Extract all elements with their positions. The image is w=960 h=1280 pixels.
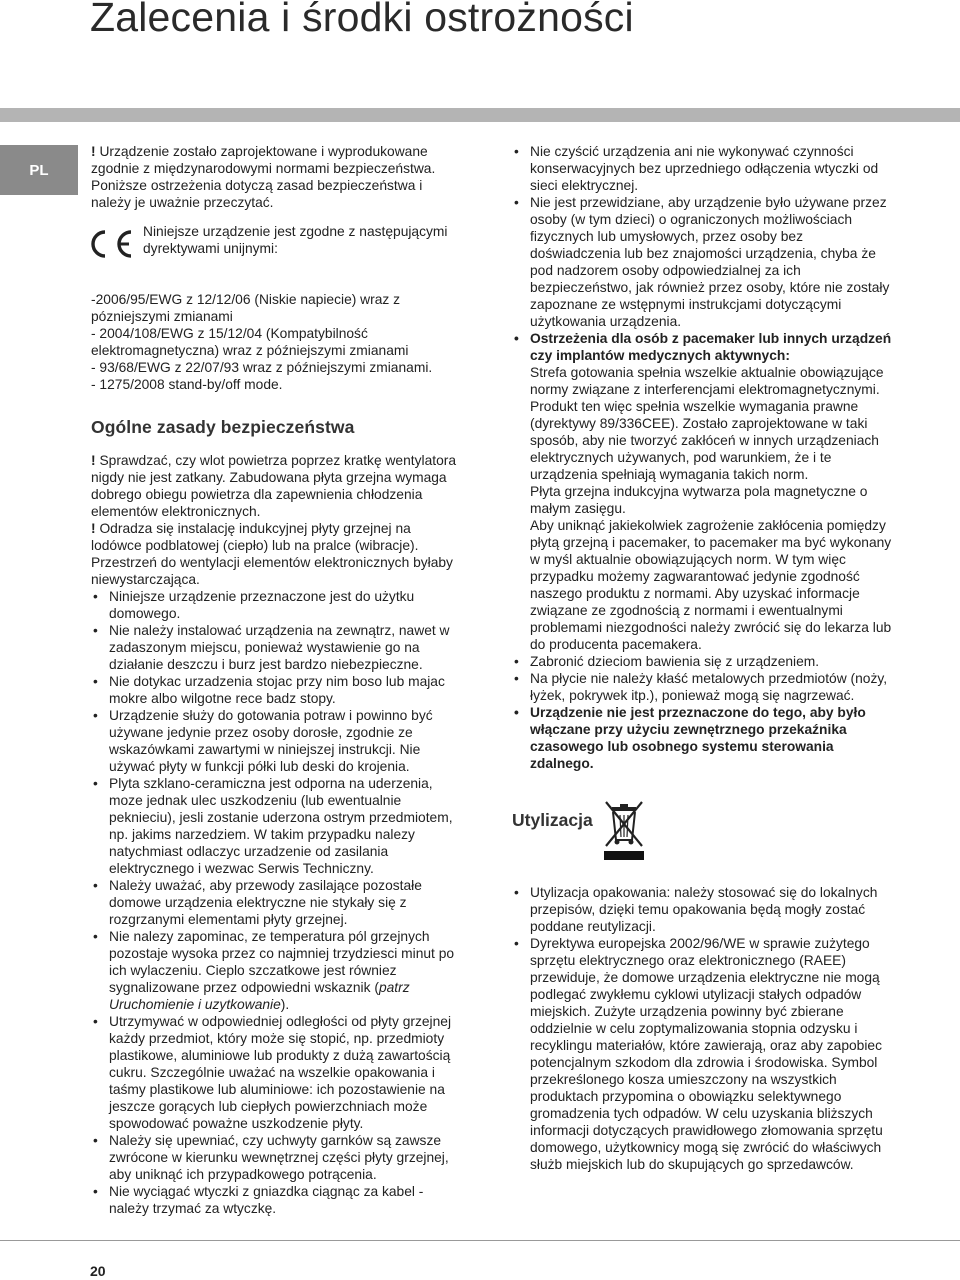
disposal-bullets: [512, 884, 892, 1173]
list-item: • Nie czyścić urządzenia ani nie wykonywać czynności konserwacyjnych bez uprzedniego odłączenia wtyczki od sieci elektrycznej.: [512, 143, 892, 194]
right-column: [512, 143, 892, 1173]
language-tab: PL: [0, 145, 78, 195]
list-item: • Urządzenie służy do gotowania potraw i powinno być używane jedynie przez osoby dorosłe, zgodnie ze wskazówkami zawartymi w niniejszej instrukcji. Nie używać płyty w funkcji półki lub deski do krojenia.: [91, 707, 465, 775]
ce-mark-icon: [91, 229, 139, 259]
footer-divider: [0, 1240, 960, 1241]
list-item: • Dyrektywa europejska 2002/96/WE w sprawie zużytego sprzętu elektrycznego oraz elektronicznego (RAEE) przewiduje, że domowe urządzenia elektryczne nie mogą podlegać zwykłemu cyklowi utylizacji stałych odpadów miejskich. Zużyte urządzenia powinny być zbierane oddzielnie w celu zoptymalizowania stopnia odzysku i recyklingu materiałów, które zawierają, oraz aby zapobiec potencjalnym szkodom dla zdrowia i środowiska. Symbol przekreślonego kosza umieszczony na wszystkich produktach przypomina o obowiązku selektywnego gromadzenia tych odpadów. W celu uzyskania bliższych informacji dotyczących prawidłowego złomowania sprzętu domowego, użytkownicy mogą się zwrócić do właściwych służb miejskich lub do skupujących go sprzedawców.: [512, 935, 892, 1173]
directive-line: - 1275/2008 stand-by/off mode.: [91, 377, 283, 392]
safety-bullets: [91, 588, 465, 1217]
ventilation-paragraph: ! Sprawdzać, czy wlot powietrza poprzez kratkę wentylatora nigdy nie jest zatkany. Zabudowana płyta grzejna wymaga dobrego obiegu powietrza dla zapewnienia chłodzenia elementów elektronicznych.: [91, 453, 457, 519]
directive-line: - 2004/108/EWG z 15/12/04 (Kompatybilność elektromagnetyczna) wraz z późniejszymi zmianami: [91, 326, 409, 358]
list-item: • Utrzymywać w odpowiedniej odległości od płyty grzejnej każdy przedmiot, który może się stopić, np. przedmioty plastikowe, aluminiowe lub produkty z dużą zawartością cukru. Szczególnie uważać na wszelkie opakowania i taśmy plastikowe lub aluminiowe: ich pozostawienie na jeszcze gorących lub ciepłych powierzchniach może spowodować poważne uszkodzenie płyty.: [91, 1013, 465, 1132]
section-title-disposal: Utylizacja: [512, 810, 593, 830]
list-item: • Na płycie nie należy kłaść metalowych przedmiotów (noży, łyżek, pokrywek itp.), ponieważ mogą się nagrzewać.: [512, 670, 892, 704]
intro-paragraph: ! Urządzenie zostało zaprojektowane i wyprodukowane zgodnie z międzynarodowymi normami bezpieczeństwa. Poniższe ostrzeżenia dotyczą zasad bezpieczeństwa i należy je uważnie przeczytać.: [91, 144, 436, 210]
right-bullets-a: [512, 143, 892, 772]
left-column: [91, 143, 465, 1217]
list-item: • Niniejsze urządzenie przeznaczone jest do użytku domowego.: [91, 588, 465, 622]
directives-list: [91, 291, 465, 393]
crossed-bin-icon: [596, 798, 652, 862]
directive-line: - 93/68/EWG z 22/07/93 wraz z późniejszymi zmianami.: [91, 360, 433, 375]
list-item: • Nie należy instalować urządzenia na zewnątrz, nawet w zadaszonym miejscu, ponieważ wystawienie go na działanie deszczu i burz jest bardzo niebezpieczne.: [91, 622, 465, 673]
ce-statement: Niniejsze urządzenie jest zgodne z następującymi dyrektywami unijnymi:: [143, 224, 448, 256]
installation-paragraph: ! Odradza się instalację indukcyjnej płyty grzejnej na lodówce podblatowej (ciepło) lub na pralce (wibracje). Przestrzeń do wentylacji elementów elektronicznych byłaby niewystarczająca.: [91, 521, 453, 587]
list-item: • Należy się upewniać, czy uchwyty garnków są zawsze zwrócone w kierunku wewnętrznej części płyty grzejnej, aby uniknąć ich przypadkowego potrącenia.: [91, 1132, 465, 1183]
pacemaker-paragraph: Produkt ten więc spełnia wszelkie wymagania prawne (dyrektywy 89/336CEE). Zostało zaprojektowane w taki sposób, aby nie tworzyć zakłóceń w innych urządzeniach elektrycznych używanych, pod warunkiem, że i te urządzenia spełniają wymagania takich norm.: [530, 399, 879, 482]
list-item: • Zabronić dzieciom bawienia się z urządzeniem.: [512, 653, 892, 670]
ce-compliance: [91, 223, 465, 271]
directive-line: -2006/95/EWG z 12/12/06 (Niskie napiecie) wraz z pózniejszymi zmianami: [91, 292, 401, 324]
list-item: • Urządzenie nie jest przeznaczone do tego, aby było włączane przy użyciu zewnętrznego przekaźnika czasowego lub osobnego systemu sterowania zdalnego.: [512, 704, 892, 772]
pacemaker-paragraph: Aby uniknąć jakiekolwiek zagrożenie zakłócenia pomiędzy płytą grzejną i pacemaker, to pacemaker ma być wykonany w myśl aktualnie obowiązujących norm. W tym więc przypadku możemy zagwarantować jedynie zgodność naszego produktu z normami. Aby uzyskać informacje związane ze zgodnością z normami i ewentualnymi problemami niezgodności należy zwrócić się do lekarza lub do producenta pacemakera.: [530, 518, 892, 652]
list-item: • Nie wyciągać wtyczki z gniazdka ciągnąc za kabel - należy trzymać za wtyczkę.: [91, 1183, 465, 1217]
pacemaker-title: Ostrzeżenia dla osób z pacemaker lub innych urządzeń czy implantów medycznych aktywnych:: [530, 331, 892, 363]
section-title-general-safety: Ogólne zasady bezpieczeństwa: [91, 417, 355, 437]
list-item: • Nie dotykac urzadzenia stojac przy nim boso lub majac mokre albo wilgotne rece badz stopy.: [91, 673, 465, 707]
disposal-header: [512, 798, 892, 862]
list-item: • Plyta szklano-ceramiczna jest odporna na uderzenia, moze jednak ulec uszkodzeniu (lub ewentualnie peknieciu), jesli zostanie uderzona ostrym przedmiotem, np. jakims narzedziem. W takim przypadku nalezy natychmiast odlaczyc urzadzenie od zasilania elektrycznego i wezwac Serwis Techniczny.: [91, 775, 465, 877]
list-item: • Utylizacja opakowania: należy stosować się do lokalnych przepisów, dzięki temu opakowania będą mogły zostać poddane reutylizacji.: [512, 884, 892, 935]
pacemaker-warning: [512, 330, 892, 653]
page-title: Zalecenia i środki ostrożności: [90, 0, 634, 40]
page-number: 20: [90, 1263, 106, 1279]
list-item: • Należy uważać, aby przewody zasilające pozostałe domowe urządzenia elektryczne nie stykały się z rozgrzanymi elementami płyty grzejnej.: [91, 877, 465, 928]
list-item: • Nie jest przewidziane, aby urządzenie było używane przez osoby (w tym dzieci) o ograniczonych możliwościach fizycznych lub umysłowych, przez osoby bez doświadczenia lub bez znajomości urządzenia, chyba że pod nadzorem osoby odpowiedzialnej za ich bezpieczeństwo, jak również przez osoby, które nie zostały zapoznane ze wstępnymi instrukcjami dotyczącymi użytkowania urządzenia.: [512, 194, 892, 330]
list-item: • Nie nalezy zapominac, ze temperatura pól grzejnych pozostaje wysoka przez co najmniej trzydziesci minut po ich wylaczeniu. Cieplo szczatkowe jest równiez sygnalizowane przez odpowiedni wskaznik (patrz Uruchomienie i uzytkowanie).: [91, 928, 465, 1013]
pacemaker-paragraph: Strefa gotowania spełnia wszelkie aktualnie obowiązujące normy związane z interferencjami elektromagnetycznymi.: [530, 365, 884, 397]
title-divider: [0, 108, 960, 122]
pacemaker-paragraph: Płyta grzejna indukcyjna wytwarza pola magnetyczne o małym zasięgu.: [530, 484, 868, 516]
